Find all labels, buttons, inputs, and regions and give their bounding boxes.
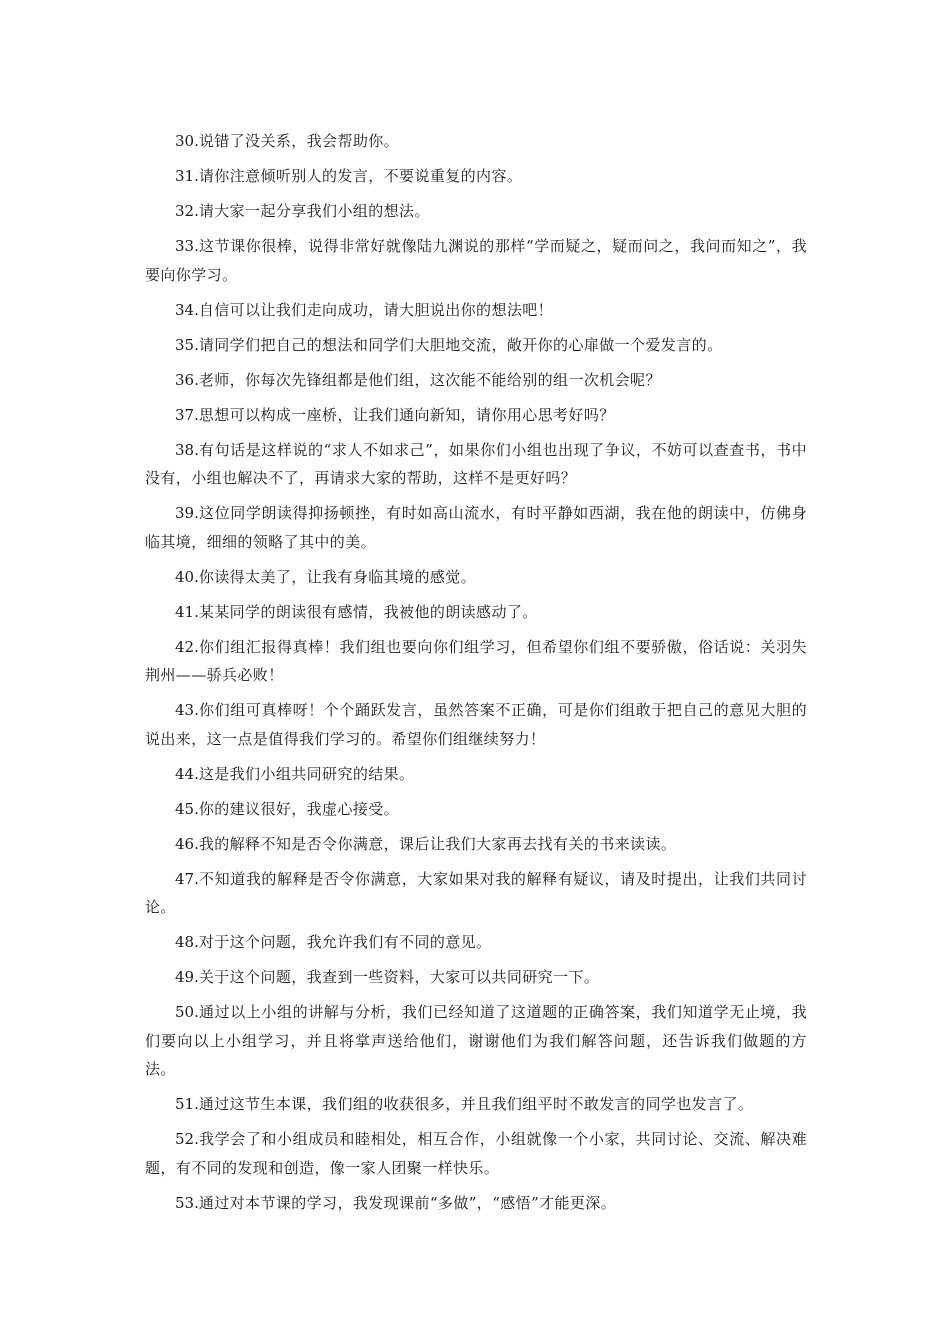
paragraph-47: 47.不知道我的解释是否令你满意，大家如果对我的解释有疑议，请及时提出，让我们共同讨论。 — [145, 869, 807, 916]
paragraph-44: 44.这是我们小组共同研究的结果。 — [175, 764, 415, 783]
paragraph-35: 35.请同学们把自己的想法和同学们大胆地交流，敞开你的心扉做一个爱发言的。 — [175, 335, 723, 354]
paragraph-43: 43.你们组可真棒呀！个个踊跃发言，虽然答案不正确，可是你们组敢于把自己的意见大胆的说出来，这一点是值得我们学习的。希望你们组继续努力！ — [145, 701, 807, 748]
paragraph-42: 42.你们组汇报得真棒！我们组也要向你们组学习，但希望你们组不要骄傲，俗话说：关羽失荆州——骄兵必败！ — [145, 637, 807, 684]
paragraph-39: 39.这位同学朗读得抑扬顿挫，有时如高山流水，有时平静如西湖，我在他的朗读中，仿佛身临其境，细细的领略了其中的美。 — [145, 504, 807, 551]
paragraph-37: 37.思想可以构成一座桥，让我们通向新知，请你用心思考好吗？ — [175, 405, 615, 424]
paragraph-46: 46.我的解释不知是否令你满意，课后让我们大家再去找有关的书来读读。 — [175, 834, 677, 853]
paragraph-34: 34.自信可以让我们走向成功，请大胆说出你的想法吧！ — [175, 300, 554, 319]
paragraph-48: 48.对于这个问题，我允许我们有不同的意见。 — [175, 933, 492, 951]
paragraph-51: 51.通过这节生本课，我们组的收获很多，并且我们组平时不敢发言的同学也发言了。 — [175, 1095, 754, 1113]
paragraph-52: 52.我学会了和小组成员和睦相处，相互合作，小组就像一个小家，共同讨论、交流、解决难题，有不同的发现和创造，像一家人团聚一样快乐。 — [145, 1130, 807, 1177]
paragraph-31: 31.请你注意倾听别人的发言，不要说重复的内容。 — [175, 167, 523, 185]
paragraph-40: 40.你读得太美了，让我有身临其境的感觉。 — [175, 567, 477, 586]
paragraph-53: 53.通过对本节课的学习，我发现课前“多做”，“感悟”才能更深。 — [175, 1193, 617, 1212]
paragraph-38: 38.有句话是这样说的“求人不如求己”，如果你们小组也出现了争议，不妨可以查查书，书中没有，小组也解决不了，再请求大家的帮助，这样不是更好吗？ — [145, 440, 807, 487]
paragraph-33: 33.这节课你很棒，说得非常好就像陆九渊说的那样“学而疑之，疑而问之，我问而知之”，我要向你学习。 — [145, 237, 807, 284]
paragraph-45: 45.你的建议很好，我虚心接受。 — [175, 799, 400, 818]
paragraph-49: 49.关于这个问题，我查到一些资料，大家可以共同研究一下。 — [175, 968, 600, 986]
paragraph-50: 50.通过以上小组的讲解与分析，我们已经知道了这道题的正确答案，我们知道学无止境，我们要向以上小组学习，并且将掌声送给他们，谢谢他们为我们解答问题，还告诉我们做题的方法。 — [145, 1003, 807, 1078]
paragraph-36: 36.老师，你每次先锋组都是他们组，这次能不能给别的组一次机会呢？ — [175, 370, 661, 389]
document-body — [145, 127, 807, 1224]
paragraph-41: 41.某某同学的朗读很有感情，我被他的朗读感动了。 — [175, 602, 538, 621]
paragraph-30: 30.说错了没关系，我会帮助你。 — [175, 132, 400, 150]
paragraph-32: 32.请大家一起分享我们小组的想法。 — [175, 202, 430, 220]
